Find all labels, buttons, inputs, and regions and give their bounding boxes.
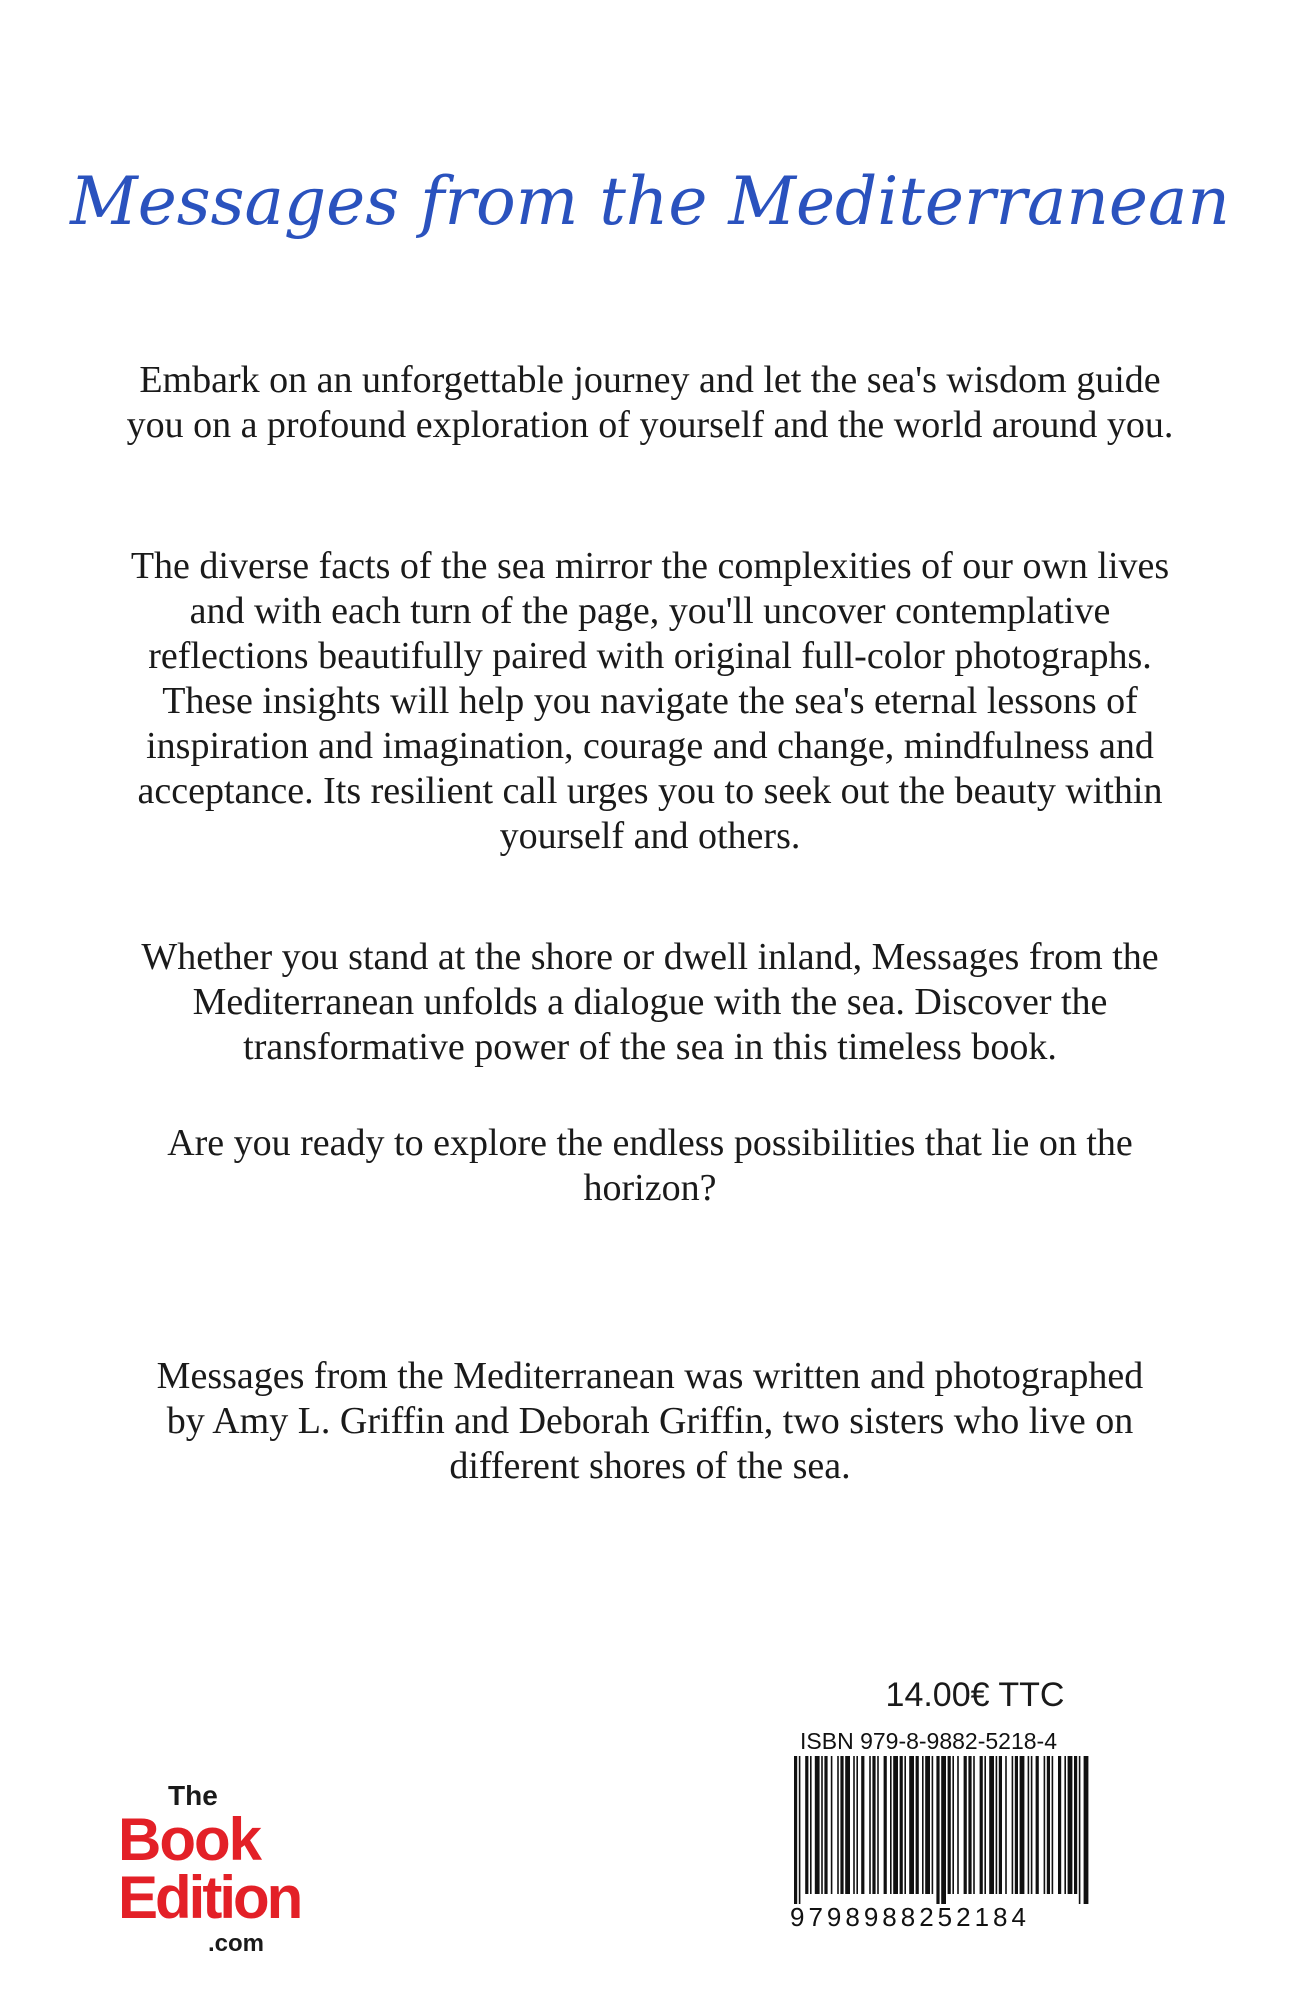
barcode-bar [890,1756,892,1894]
barcode-bar [925,1756,930,1894]
barcode-bar [980,1756,983,1894]
barcode-bar [805,1756,808,1894]
barcode-bar [837,1756,839,1894]
barcode-bar [900,1756,903,1894]
logo-book: Book [118,1806,260,1873]
barcode-bar [1020,1756,1025,1894]
logo-the: The [168,1780,218,1811]
logo-com: .com [208,1930,265,1957]
blurb-paragraph-1: Embark on an unforgettable journey and let the sea's wisdom guide you on a profound exploration of yourself and the world around you. [126,359,1174,446]
barcode-bar [869,1756,871,1894]
barcode-bar [840,1756,843,1894]
barcode-bar [1028,1756,1030,1894]
barcode-bar [1012,1756,1014,1894]
barcode-digits: 9798988252184 [790,1902,1030,1932]
barcode-bar [1036,1756,1039,1894]
book-title: Messages from the Mediterranean [70,163,1230,240]
publisher-logo [118,1780,318,1970]
barcode-bar [948,1756,951,1894]
barcode-block [790,1728,1090,1934]
barcode-bar [794,1756,797,1904]
author-note: Messages from the Mediterranean was written and photographed by Amy L. Griffin and Deborah Griffin, two sisters who live on different shores of the sea. [156,1355,1144,1487]
barcode-bar [856,1756,858,1894]
barcode-bar [877,1756,879,1894]
barcode-bar [824,1756,827,1894]
barcode-bar [821,1756,823,1894]
barcode-bar [922,1756,924,1894]
barcode-bar [810,1756,812,1894]
barcode-bar [984,1756,986,1894]
barcode-bar [973,1756,975,1894]
barcode-bar [1084,1756,1089,1904]
barcode-bar [815,1756,820,1894]
barcode-bar [989,1756,994,1894]
barcode-bar [831,1756,833,1894]
price-label: 14.00€ TTC [885,1676,1065,1714]
barcode-bar [909,1756,914,1894]
barcode-bar [1074,1756,1077,1894]
blurb-paragraph-3: Whether you stand at the shore or dwell inland, Messages from the Mediterranean unfolds a dialogue with the sea. Discover the transformative power of the sea in this timeless book. [141,936,1159,1068]
barcode-bar [893,1756,898,1894]
barcode-bar [916,1756,919,1894]
barcode-bar [861,1756,864,1894]
barcode-bar [884,1756,887,1894]
barcode-bars [790,1756,1090,1904]
barcode-bar [952,1756,954,1894]
barcode-bar [853,1756,855,1894]
barcode-bar [1052,1756,1054,1894]
blurb-paragraph-2: The diverse facts of the sea mirror the complexities of our own lives and with each turn of the page, you'll uncover contemplative reflections beautifully paired with original full-color photographs. These insights will help you navigate the sea's eternal lessons of inspiration and imagination, courage and change, mindfulness and acceptance. Its resilient call urges you to seek out the beauty within yourself and others. [130,545,1170,857]
logo-edition: Edition [118,1864,301,1931]
barcode-bar [957,1756,959,1894]
barcode-bar [936,1756,939,1904]
blurb-paragraph-4: Are you ready to explore the endless possibilities that lie on the horizon? [167,1122,1133,1209]
barcode-bar [1047,1756,1050,1894]
barcode-bar [799,1756,801,1904]
barcode-bar [1031,1756,1033,1894]
barcode-bar [1044,1756,1046,1894]
barcode-bar [904,1756,906,1894]
barcode-bar [872,1756,875,1894]
barcode-bar [1064,1756,1066,1894]
barcode-bar [996,1756,998,1894]
barcode-bar [968,1756,971,1894]
isbn-label: ISBN 979-8-9882-5218-4 [800,1728,1057,1754]
barcode-bar [932,1756,934,1894]
barcode-bar [1058,1756,1061,1894]
barcode-bar [1079,1756,1081,1904]
barcode-bar [964,1756,967,1894]
barcode-bar [845,1756,850,1894]
barcode-bar [941,1756,946,1904]
barcode-bar [999,1756,1002,1894]
barcode-bar [1015,1756,1018,1894]
barcode-bar [1005,1756,1007,1894]
barcode-bar [1068,1756,1073,1894]
